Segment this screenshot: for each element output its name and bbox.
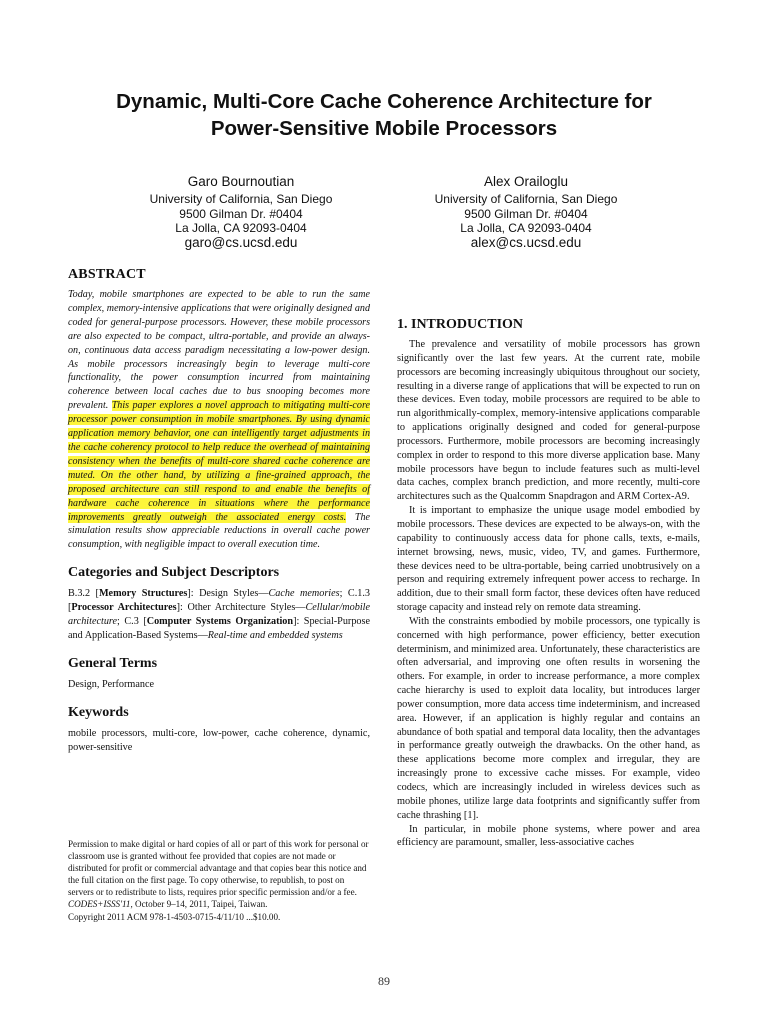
intro-paragraph-1: The prevalence and versatility of mobile processors has grown significantly over the last few years. At the current rate, mobile processors are becoming increasingly ubiquitous throughout our society, resulting in a diverse range of applications that will be expected to run on these devices. Even today, mobile processors are required to be able to run algorithmically-complex, memory-intensive applications comparable to applications originally designed and coded for general-purpose processors. Furthermore, mobile processors are becoming increasingly complex in order to respond to this more diverse application base. Many mobile processors have begun to include features such as multi-level data caches, complex branch prediction, and more recently, multi-core architectures such as the Qualcomm Snapdragon and ARM Cortex-A9. [397,339,700,503]
author-address-1: 9500 Gilman Dr. #0404 [179,206,303,221]
left-column [68,266,370,755]
paper-title [40,88,728,142]
author-affiliation: University of California, San Diego [434,192,618,207]
categories-part: ; C.1.3 [ [68,588,370,614]
author-email: alex@cs.ucsd.edu [470,235,582,251]
categories-part: ]: Special-Purpose and Application-Based Systems— [68,616,370,641]
venue-details: October 9–14, 2011, Taipei, Taiwan. [132,899,268,910]
author-address-2: La Jolla, CA 92093-0404 [460,220,592,235]
page-number: 89 [378,974,390,988]
author-name: Alex Orailoglu [483,174,569,189]
categories-bold: Processor Architectures [71,602,177,614]
categories-text [68,587,370,643]
abstract-text [68,288,370,552]
intro-paragraph-4: In particular, in mobile phone systems, where power and area efficiency are paramount, smaller, less-associative caches [397,823,700,849]
categories-part: ]: Other Architecture Styles— [176,602,306,614]
permission-notice [68,838,370,923]
author-address-1: 9500 Gilman Dr. #0404 [464,206,588,221]
intro-paragraph-3: With the constraints embodied by mobile processors, one typically is concerned with high performance, power efficiency, better execution determinism, and minimized area. Unfortunately, these characteristics are often adversarial, and improving one often results in worsening the others. For example, in order to increase performance, a more complex cache hierarchy is used to exploit data locality, but introduces larger power consumption, more data access time indeterminism, and increased area. However, if an application is highly regular and contains an abundance of both spatial and temporal data locality, then the advantages in performance greatly outweigh the drawbacks. On the other hand, as these applications become more complex and irregular, they are increasingly prone to excessive cache misses. For example, video codecs, which are increasingly included in wireless devices such as mobile phones, utilize large data footprints and significantly suffer from cache thrashing [1]. [397,615,700,821]
categories-part: B.3.2 [ [68,588,99,600]
permission-text: Permission to make digital or hard copies of all or part of this work for personal or classroom use is granted without fee provided that copies are not made or distributed for profit or commercial advantage and that copies bear this notice and the full citation on the first page. To copy otherwise, to republish, to post on servers or to redistribute to lists, requires prior specific permission and/or a fee. [68,839,369,898]
categories-part: ]: Design Styles— [187,588,269,600]
categories-italic: Real-time and embedded systems [207,629,343,641]
general-terms-text: Design, Performance [68,678,154,690]
intro-paragraph-2: It is important to emphasize the unique usage model embodied by mobile processors. These devices are expected to be always-on, with the capability to continuously access data for phone calls, texts, e-mails, internet browsing, news, music, video, TV, and games. Furthermore, these devices need to be ultra-portable, being carried unobtrusively on a person and requiring extremely infrequent power access to recharge. In addition, due to their small form factor, these devices often have reduced storage capacity and instead rely on remote data streaming. [397,505,700,614]
categories-bold: Computer Systems Organization [146,616,294,628]
author-name: Garo Bournoutian [187,174,295,189]
venue-name: CODES+ISSS'11, [68,899,133,910]
copyright-line: Copyright 2011 ACM 978-1-4503-0715-4/11/10 ...$10.00. [68,911,281,922]
abstract-text-after: The simulation results show appreciable reductions in overall cache power consumption, with negligible impact to overall execution time. [68,511,371,551]
title-line-2: Power-Sensitive Mobile Processors [210,117,558,140]
categories-heading: Categories and Subject Descriptors [68,565,280,581]
introduction-heading: 1. INTRODUCTION [397,317,524,332]
categories-italic: Cache memories [268,588,340,600]
author-address-2: La Jolla, CA 92093-0404 [175,220,307,235]
abstract-text-before: Today, mobile smartphones are expected to be able to run the same complex, memory-intensive applications that were originally designed and coded for general-purpose processors. However, these mobile processors are also expected to be compact, ultra-portable, and provide an always-on, continuous data access paradigm necessitating a low-power design. As mobile processors increasingly begin to leverage multi-core functionality, the power consumption incurred from maintaining coherence between local caches due to bus snooping becomes more prevalent. [68,289,370,412]
author-block-1 [96,175,386,250]
author-block-2 [381,175,671,250]
categories-italic: Cellular/mobile architecture [68,602,371,628]
author-affiliation: University of California, San Diego [149,192,333,207]
author-email: garo@cs.ucsd.edu [184,235,298,251]
title-line-1: Dynamic, Multi-Core Cache Coherence Architecture for [116,90,652,113]
keywords-text: mobile processors, multi-core, low-power, cache coherence, dynamic, power-sensitive [68,727,370,753]
categories-bold: Memory Structures [98,588,188,600]
general-terms-heading: General Terms [68,655,158,671]
abstract-highlighted-text: This paper explores a novel approach to mitigating multi-core processor power consumption in mobile smartphones. By using dynamic application memory behavior, one can intelligently target adjustments in the cache coherency protocol to help reduce the overhead of maintaining consistency when the benefits of multi-core shared cache coherence are muted. On the other hand, by utilizing a fine-grained approach, the proposed architecture can still respond to and enable the benefits of hardware cache coherence in situations where the performance improvements greatly outweigh the associated energy costs. [68,400,370,523]
abstract-heading: ABSTRACT [68,267,146,282]
right-column [397,316,700,850]
keywords-heading: Keywords [68,704,129,720]
categories-part: ; C.3 [ [117,616,147,628]
